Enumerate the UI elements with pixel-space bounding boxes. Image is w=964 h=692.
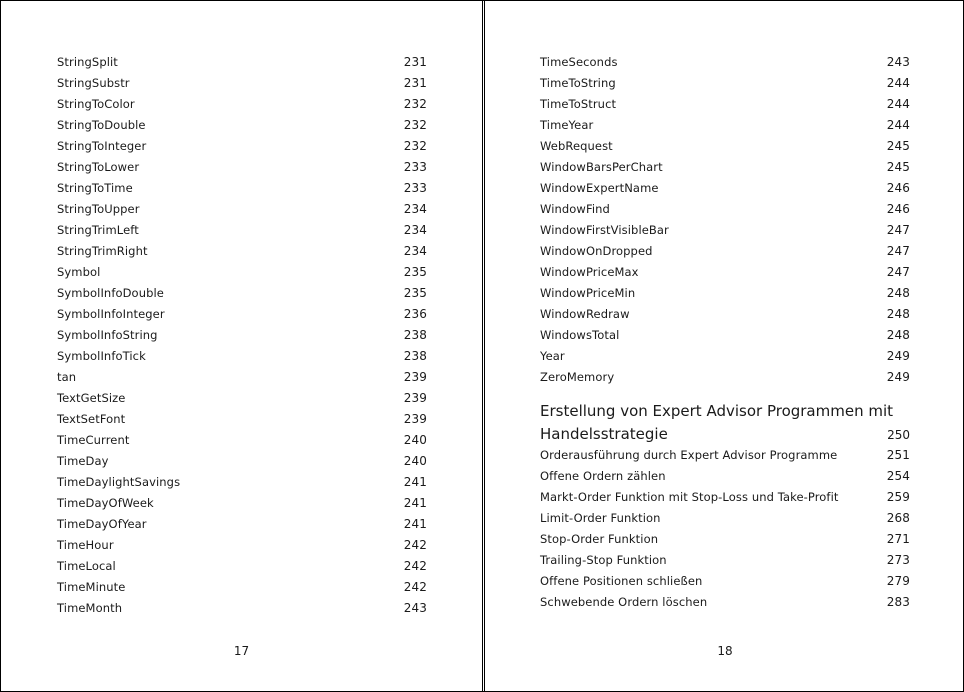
index-entry <box>540 241 910 262</box>
index-entry <box>57 493 427 514</box>
entry-page-number: 232 <box>403 139 427 153</box>
entry-name: WindowFind <box>540 202 610 216</box>
right-page <box>484 1 964 691</box>
entry-name: TimeLocal <box>57 559 116 573</box>
entry-page-number: 247 <box>886 265 910 279</box>
index-entry <box>540 283 910 304</box>
index-entry <box>540 346 910 367</box>
entry-page-number: 231 <box>403 55 427 69</box>
index-entry <box>57 535 427 556</box>
index-entry <box>57 73 427 94</box>
section-title-line1: Erstellung von Expert Advisor Programmen mit <box>540 402 894 420</box>
right-function-entries <box>540 52 910 388</box>
entry-page-number: 279 <box>886 574 910 588</box>
entry-page-number: 248 <box>886 328 910 342</box>
entry-name: StringTrimRight <box>57 244 148 258</box>
entry-page-number: 235 <box>403 286 427 300</box>
entry-page-number: 232 <box>403 97 427 111</box>
section-title-line2: Handelsstrategie <box>540 425 668 443</box>
entry-name: SymbolInfoInteger <box>57 307 165 321</box>
entry-name: Offene Ordern zählen <box>540 469 666 483</box>
entry-name: TimeDayOfWeek <box>57 496 154 510</box>
entry-page-number: 242 <box>403 538 427 552</box>
entry-name: TimeMinute <box>57 580 126 594</box>
entry-name: TimeDaylightSavings <box>57 475 181 489</box>
index-entry <box>57 94 427 115</box>
entry-page-number: 234 <box>403 202 427 216</box>
section-heading <box>540 400 910 445</box>
index-entry <box>57 514 427 535</box>
entry-page-number: 259 <box>886 490 910 504</box>
entry-name: Offene Positionen schließen <box>540 574 703 588</box>
entry-name: WindowsTotal <box>540 328 620 342</box>
index-entry <box>540 262 910 283</box>
entry-name: Limit-Order Funktion <box>540 511 661 525</box>
index-entry <box>57 451 427 472</box>
entry-name: Stop-Order Funktion <box>540 532 659 546</box>
index-entry <box>57 220 427 241</box>
entry-page-number: 251 <box>886 448 910 462</box>
index-entry <box>540 73 910 94</box>
entry-page-number: 238 <box>403 328 427 342</box>
entry-page-number: 243 <box>886 55 910 69</box>
entry-name: TimeSeconds <box>540 55 618 69</box>
entry-page-number: 271 <box>886 532 910 546</box>
entry-page-number: 236 <box>403 307 427 321</box>
entry-page-number: 234 <box>403 223 427 237</box>
entry-name: Orderausführung durch Expert Advisor Programme <box>540 448 838 462</box>
entry-name: WindowExpertName <box>540 181 659 195</box>
entry-name: TextGetSize <box>57 391 126 405</box>
index-entry <box>57 367 427 388</box>
entry-page-number: 239 <box>403 412 427 426</box>
entry-page-number: 241 <box>403 517 427 531</box>
entry-page-number: 244 <box>886 97 910 111</box>
right-index-list <box>540 52 910 613</box>
entry-name: StringToInteger <box>57 139 147 153</box>
entry-name: StringSubstr <box>57 76 130 90</box>
index-entry <box>540 367 910 388</box>
index-entry <box>540 157 910 178</box>
index-entry <box>540 571 910 592</box>
index-entry <box>57 199 427 220</box>
entry-page-number: 233 <box>403 160 427 174</box>
section-entries <box>540 445 910 613</box>
entry-page-number: 283 <box>886 595 910 609</box>
entry-page-number: 245 <box>886 139 910 153</box>
entry-name: TimeDay <box>57 454 109 468</box>
entry-name: ZeroMemory <box>540 370 615 384</box>
entry-name: WindowRedraw <box>540 307 630 321</box>
entry-page-number: 273 <box>886 553 910 567</box>
entry-name: WebRequest <box>540 139 613 153</box>
index-entry <box>57 115 427 136</box>
entry-page-number: 242 <box>403 559 427 573</box>
entry-name: TimeYear <box>540 118 594 132</box>
entry-page-number: 248 <box>886 286 910 300</box>
index-entry <box>540 592 910 613</box>
entry-name: TimeToString <box>540 76 616 90</box>
index-entry <box>57 388 427 409</box>
entry-page-number: 245 <box>886 160 910 174</box>
index-entry <box>57 556 427 577</box>
index-entry <box>57 430 427 451</box>
entry-name: TimeHour <box>57 538 114 552</box>
entry-name: Symbol <box>57 265 101 279</box>
entry-name: WindowBarsPerChart <box>540 160 663 174</box>
entry-name: StringToLower <box>57 160 140 174</box>
entry-name: TimeToStruct <box>540 97 617 111</box>
entry-name: SymbolInfoString <box>57 328 158 342</box>
entry-page-number: 246 <box>886 181 910 195</box>
entry-page-number: 239 <box>403 370 427 384</box>
entry-name: StringSplit <box>57 55 118 69</box>
index-entry <box>540 487 910 508</box>
entry-page-number: 238 <box>403 349 427 363</box>
entry-page-number: 235 <box>403 265 427 279</box>
index-entry <box>540 508 910 529</box>
index-entry <box>57 304 427 325</box>
index-entry <box>57 262 427 283</box>
index-entry <box>57 409 427 430</box>
entry-page-number: 243 <box>403 601 427 615</box>
entry-name: TimeCurrent <box>57 433 130 447</box>
index-entry <box>57 283 427 304</box>
index-entry <box>540 466 910 487</box>
index-entry <box>57 241 427 262</box>
entry-name: StringTrimLeft <box>57 223 139 237</box>
index-entry <box>540 199 910 220</box>
index-entry <box>540 304 910 325</box>
right-page-number: 18 <box>717 644 733 658</box>
index-entry <box>57 598 427 619</box>
entry-name: WindowFirstVisibleBar <box>540 223 669 237</box>
entry-name: TimeMonth <box>57 601 123 615</box>
left-page-number: 17 <box>233 644 250 658</box>
index-entry <box>540 550 910 571</box>
index-entry <box>57 52 427 73</box>
index-entry <box>540 529 910 550</box>
entry-name: TimeDayOfYear <box>57 517 147 531</box>
entry-page-number: 244 <box>886 76 910 90</box>
section-title-row <box>540 423 910 445</box>
entry-page-number: 249 <box>886 349 910 363</box>
index-entry <box>57 577 427 598</box>
entry-name: Year <box>540 349 565 363</box>
entry-name: WindowOnDropped <box>540 244 653 258</box>
entry-page-number: 249 <box>886 370 910 384</box>
entry-page-number: 239 <box>403 391 427 405</box>
index-entry <box>57 136 427 157</box>
entry-page-number: 234 <box>403 244 427 258</box>
entry-page-number: 232 <box>403 118 427 132</box>
entry-page-number: 246 <box>886 202 910 216</box>
index-entry <box>540 220 910 241</box>
index-entry <box>57 157 427 178</box>
entry-name: StringToColor <box>57 97 135 111</box>
entry-name: Schwebende Ordern löschen <box>540 595 708 609</box>
entry-page-number: 231 <box>403 76 427 90</box>
index-entry <box>540 52 910 73</box>
entry-page-number: 241 <box>403 475 427 489</box>
entry-name: TextSetFont <box>57 412 126 426</box>
entry-page-number: 241 <box>403 496 427 510</box>
index-entry <box>57 325 427 346</box>
entry-name: Markt-Order Funktion mit Stop-Loss und Take-Profit <box>540 490 839 504</box>
entry-page-number: 233 <box>403 181 427 195</box>
entry-name: StringToTime <box>57 181 133 195</box>
entry-name: StringToDouble <box>57 118 146 132</box>
left-index-list <box>57 52 427 619</box>
entry-name: SymbolInfoDouble <box>57 286 164 300</box>
entry-name: tan <box>57 370 77 384</box>
index-entry <box>540 445 910 466</box>
index-entry <box>540 178 910 199</box>
entry-name: SymbolInfoTick <box>57 349 146 363</box>
entry-page-number: 244 <box>886 118 910 132</box>
entry-page-number: 247 <box>886 223 910 237</box>
index-entry <box>540 94 910 115</box>
entry-page-number: 242 <box>403 580 427 594</box>
left-page <box>1 1 483 691</box>
entry-name: WindowPriceMin <box>540 286 636 300</box>
entry-page-number: 268 <box>886 511 910 525</box>
index-entry <box>57 472 427 493</box>
index-entry <box>57 346 427 367</box>
entry-name: Trailing-Stop Funktion <box>540 553 667 567</box>
index-entry <box>540 325 910 346</box>
index-entry <box>540 115 910 136</box>
index-entry <box>57 178 427 199</box>
section-page-number: 250 <box>887 428 910 442</box>
entry-name: StringToUpper <box>57 202 140 216</box>
entry-page-number: 240 <box>403 454 427 468</box>
entry-page-number: 254 <box>886 469 910 483</box>
entry-page-number: 247 <box>886 244 910 258</box>
entry-page-number: 240 <box>403 433 427 447</box>
entry-page-number: 248 <box>886 307 910 321</box>
index-entry <box>540 136 910 157</box>
entry-name: WindowPriceMax <box>540 265 639 279</box>
